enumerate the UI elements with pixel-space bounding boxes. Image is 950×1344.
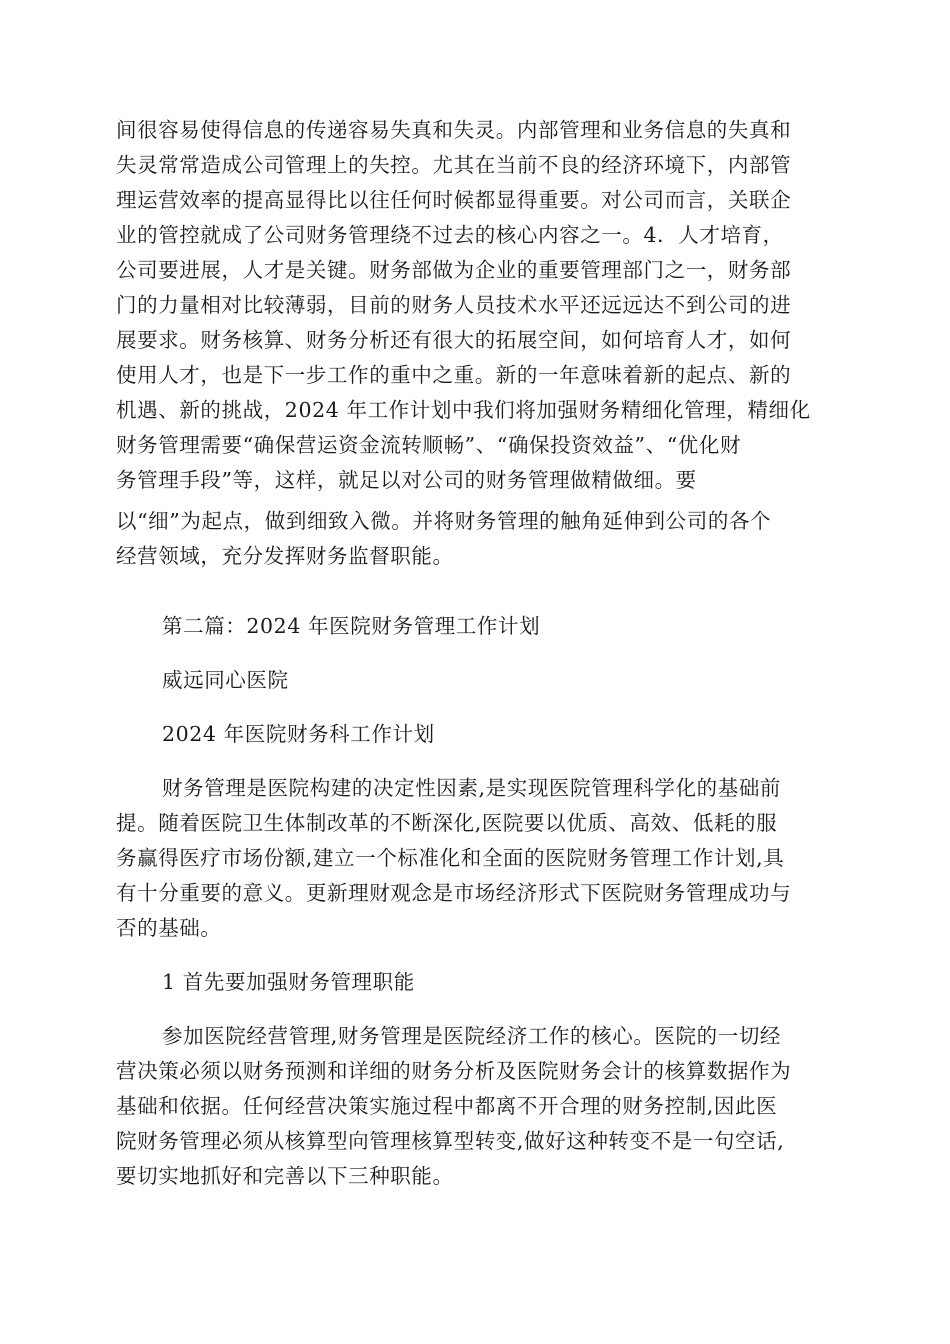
text-line: 务管理手段”等，这样，就足以对公司的财务管理做精做细。要 [116, 468, 697, 492]
text-line: 以“细”为起点，做到细致入微。并将财务管理的触角延伸到公司的各个 [116, 509, 772, 533]
section-title: 第二篇：2024 年医院财务管理工作计划 [162, 614, 541, 638]
text-line: 要切实地抓好和完善以下三种职能。 [116, 1164, 454, 1188]
text-line: 否的基础。 [116, 916, 222, 940]
text-line: 间很容易使得信息的传递容易失真和失灵。内部管理和业务信息的失真和 [116, 118, 792, 142]
heading-1: 1 首先要加强财务管理职能 [162, 970, 415, 994]
text-line: 营决策必须以财务预测和详细的财务分析及医院财务会计的核算数据作为 [116, 1059, 792, 1083]
text-line: 门的力量相对比较薄弱，目前的财务人员技术水平还远远达不到公司的进 [116, 293, 792, 317]
text-line: 公司要进展，人才是关键。财务部做为企业的重要管理部门之一，财务部 [116, 258, 792, 282]
text-line: 务赢得医疗市场份额,建立一个标准化和全面的医院财务管理工作计划,具 [116, 846, 785, 870]
text-line: 理运营效率的提高显得比以往任何时候都显得重要。对公司而言，关联企 [116, 188, 792, 212]
text-line: 机遇、新的挑战，2024 年工作计划中我们将加强财务精细化管理，精细化 [116, 398, 811, 422]
text-line: 财务管理是医院构建的决定性因素,是实现医院管理科学化的基础前 [162, 776, 782, 800]
text-line: 提。随着医院卫生体制改革的不断深化,医院要以优质、高效、低耗的服 [116, 811, 778, 835]
text-line: 基础和依据。任何经营决策实施过程中都离不开合理的财务控制,因此医 [116, 1094, 778, 1118]
text-line: 院财务管理必须从核算型向管理核算型转变,做好这种转变不是一句空话, [116, 1129, 785, 1153]
text-line: 财务管理需要“确保营运资金流转顺畅”、“确保投资效益”、“优化财 [116, 433, 742, 457]
text-line: 经营领域，充分发挥财务监督职能。 [116, 544, 454, 568]
text-line: 失灵常常造成公司管理上的失控。尤其在当前不良的经济环境下，内部管 [116, 153, 792, 177]
text-line: 参加医院经营管理,财务管理是医院经济工作的核心。医院的一切经 [162, 1024, 782, 1048]
hospital-name: 威远同心医院 [162, 668, 289, 692]
text-line: 使用人才，也是下一步工作的重中之重。新的一年意味着新的起点、新的 [116, 363, 792, 387]
text-line: 展要求。财务核算、财务分析还有很大的拓展空间，如何培育人才，如何 [116, 328, 792, 352]
plan-title: 2024 年医院财务科工作计划 [162, 722, 435, 746]
text-line: 业的管控就成了公司财务管理绕不过去的核心内容之一。4．人才培育， [116, 223, 784, 247]
text-line: 有十分重要的意义。更新理财观念是市场经济形式下医院财务管理成功与 [116, 881, 792, 905]
